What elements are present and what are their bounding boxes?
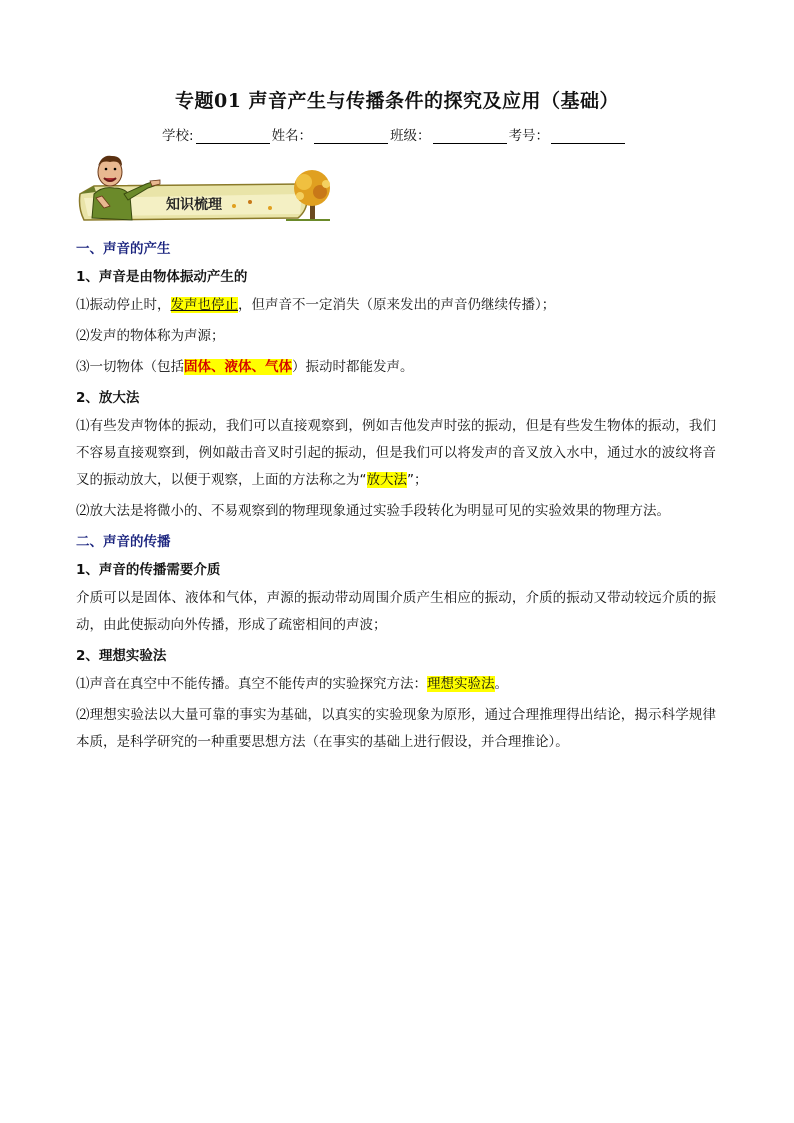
paragraph-2-1-1: 介质可以是固体、液体和气体，声源的振动带动周围介质产生相应的振动，介质的振动又带动较远介质的振动，由此使振动向外传播，形成了疏密相间的声波； <box>76 590 716 633</box>
exam-no-label: 考号： <box>508 128 550 144</box>
content-body <box>76 232 716 756</box>
banner-label: 知识梳理 <box>166 197 222 213</box>
highlight-amplification-method: 放大法 <box>366 472 407 488</box>
class-blank[interactable] <box>433 129 507 144</box>
paragraph-2-2-2: ⑵理想实验法以大量可靠的事实为基础，以真实的实验现象为原形，通过合理推理得出结论，揭示科学规律本质，是科学研究的一种重要思想方法（在事实的基础上进行假设，并合理推论）。 <box>76 707 716 750</box>
subheading-1-1: 1、声音是由物体振动产生的 <box>76 269 248 285</box>
section-heading-2: 二、声音的传播 <box>76 534 171 550</box>
name-blank[interactable] <box>314 129 388 144</box>
student-info-line <box>162 124 627 144</box>
paragraph-1-1-2: ⑵发声的物体称为声源； <box>76 328 225 344</box>
paragraph-1-2-2: ⑵放大法是将微小的、不易观察到的物理现象通过实验手段转化为明显可见的实验效果的物理方法。 <box>76 503 670 519</box>
subheading-2-1: 1、声音的传播需要介质 <box>76 562 221 578</box>
paragraph-1-1-1: ⑴振动停止时，发声也停止，但声音不一定消失（原来发出的声音仍继续传播）； <box>76 297 556 313</box>
school-blank[interactable] <box>196 129 270 144</box>
school-label: 学校: <box>162 128 194 144</box>
highlight-states-of-matter: 固体、液体、气体 <box>184 359 292 375</box>
paragraph-1-1-3: ⑶一切物体（包括固体、液体、气体）振动时都能发声。 <box>76 359 414 375</box>
highlight-sound-stops: 发声也停止 <box>170 297 238 313</box>
knowledge-banner <box>74 148 334 230</box>
subheading-1-2: 2、放大法 <box>76 390 140 406</box>
class-label: 班级： <box>390 128 431 144</box>
subheading-2-2: 2、理想实验法 <box>76 648 167 664</box>
exam-no-blank[interactable] <box>551 129 625 144</box>
highlight-ideal-experiment: 理想实验法 <box>427 676 495 692</box>
page-title: 专题01 声音产生与传播条件的探究及应用（基础） <box>174 90 620 112</box>
paragraph-2-2-1: ⑴声音在真空中不能传播。真空不能传声的实验探究方法：理想实验法。 <box>76 676 508 692</box>
section-heading-1: 一、声音的产生 <box>76 241 171 257</box>
name-label: 姓名： <box>271 128 313 144</box>
paragraph-1-2-1: ⑴有些发声物体的振动，我们可以直接观察到，例如吉他发声时弦的振动，但是有些发生物体的振动，我们不容易直接观察到，例如敲击音叉时引起的振动，但是我们可以将发声的音叉放入水中，通过水的波纹将音叉的振动放大，以便于观察，上面的方法称之为“放大法”； <box>76 418 716 488</box>
